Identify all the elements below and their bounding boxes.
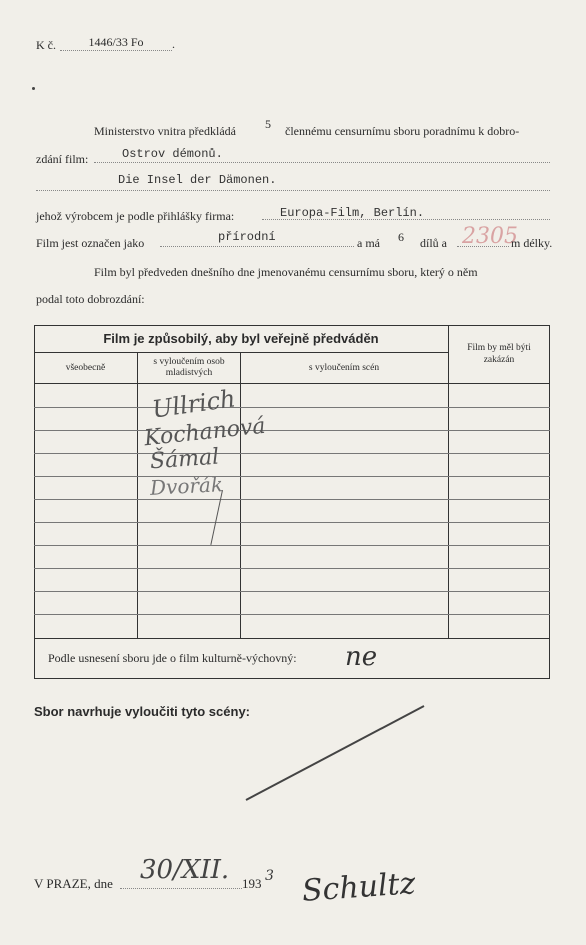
- marking-line: [160, 246, 354, 247]
- ref-label: K č.: [36, 38, 56, 52]
- col-general: všeobecně: [65, 363, 106, 373]
- table-row-line: [34, 568, 550, 569]
- scenes-label: Sbor navrhuje vyloučiti tyto scény:: [34, 704, 250, 719]
- table-row-line: [34, 453, 550, 454]
- title-line-1: [94, 162, 550, 163]
- year-prefix: 193: [242, 876, 262, 891]
- table-row-line: [34, 499, 550, 500]
- shown-line2: podal toto dobrozdání:: [36, 292, 145, 306]
- signature-1: Ullrich: [150, 384, 238, 424]
- film-length: 2305: [462, 224, 518, 249]
- signature-final: Schultz: [300, 866, 417, 909]
- dot-mark: [32, 87, 35, 90]
- ref-suffix: .: [172, 37, 175, 51]
- col-youth: s vyloučením osob mladistvých: [153, 357, 225, 378]
- table-hline-subheader: [34, 383, 550, 384]
- table-hline-header: [34, 352, 448, 353]
- parts-count: 6: [398, 230, 404, 244]
- table-vline-1: [137, 352, 138, 638]
- col-banned: Film by měl býti zakázán: [467, 343, 531, 365]
- signature-4: Dvořák: [149, 472, 224, 500]
- marking-label: Film jest označen jako: [36, 236, 145, 250]
- producer-label: jehož výrobcem je podle přihlášky firma:: [36, 209, 235, 223]
- table-row-line: [34, 476, 550, 477]
- intro-line1b: člennému censurnímu sboru poradnímu k dobro-: [285, 124, 520, 138]
- marking-type: přírodní: [218, 230, 276, 244]
- parts-unit: dílů a: [420, 236, 447, 250]
- table-hline-footer: [34, 638, 550, 639]
- date-line: [120, 888, 242, 889]
- film-title-de: Die Insel der Dämonen.: [118, 173, 277, 187]
- table-main-header: Film je způsobilý, aby byl veřejně předváděn: [103, 331, 379, 346]
- table-row-line: [34, 591, 550, 592]
- table-vline-2: [240, 352, 241, 638]
- title-line-2: [36, 190, 550, 191]
- footer-label: Podle usnesení sboru jde o film kulturně-výchovný:: [48, 651, 297, 665]
- ref-number: 1446/33 Fo: [60, 35, 172, 51]
- intro-line1a: Ministerstvo vnitra předkládá: [94, 124, 236, 138]
- length-unit: m délky.: [511, 236, 553, 250]
- table-row-line: [34, 407, 550, 408]
- table-row-line: [34, 614, 550, 615]
- date-value: 30/XII.: [140, 855, 230, 885]
- table-row-line: [34, 430, 550, 431]
- table-row-line: [34, 522, 550, 523]
- parts-label: a má: [357, 236, 380, 250]
- producer-value: Europa-Film, Berlín.: [280, 206, 425, 220]
- signature-3: Šámal: [149, 444, 220, 475]
- film-title-cz: Ostrov démonů.: [122, 147, 223, 161]
- signature-2: Kochanová: [143, 413, 267, 452]
- table-row-line: [34, 545, 550, 546]
- intro-line2: zdání film:: [36, 152, 89, 166]
- shown-line1: Film byl předveden dnešního dne jmenovanému censurnímu sboru, který o něm: [94, 265, 478, 279]
- place-label: V PRAZE, dne: [34, 876, 113, 891]
- year-suffix: 3: [265, 868, 274, 884]
- col-scenes: s vyloučením scén: [308, 363, 380, 373]
- table-border: [34, 325, 550, 679]
- scenes-crossout-stroke: [240, 700, 440, 810]
- members-count: 5: [265, 117, 271, 131]
- footer-value: ne: [345, 642, 378, 672]
